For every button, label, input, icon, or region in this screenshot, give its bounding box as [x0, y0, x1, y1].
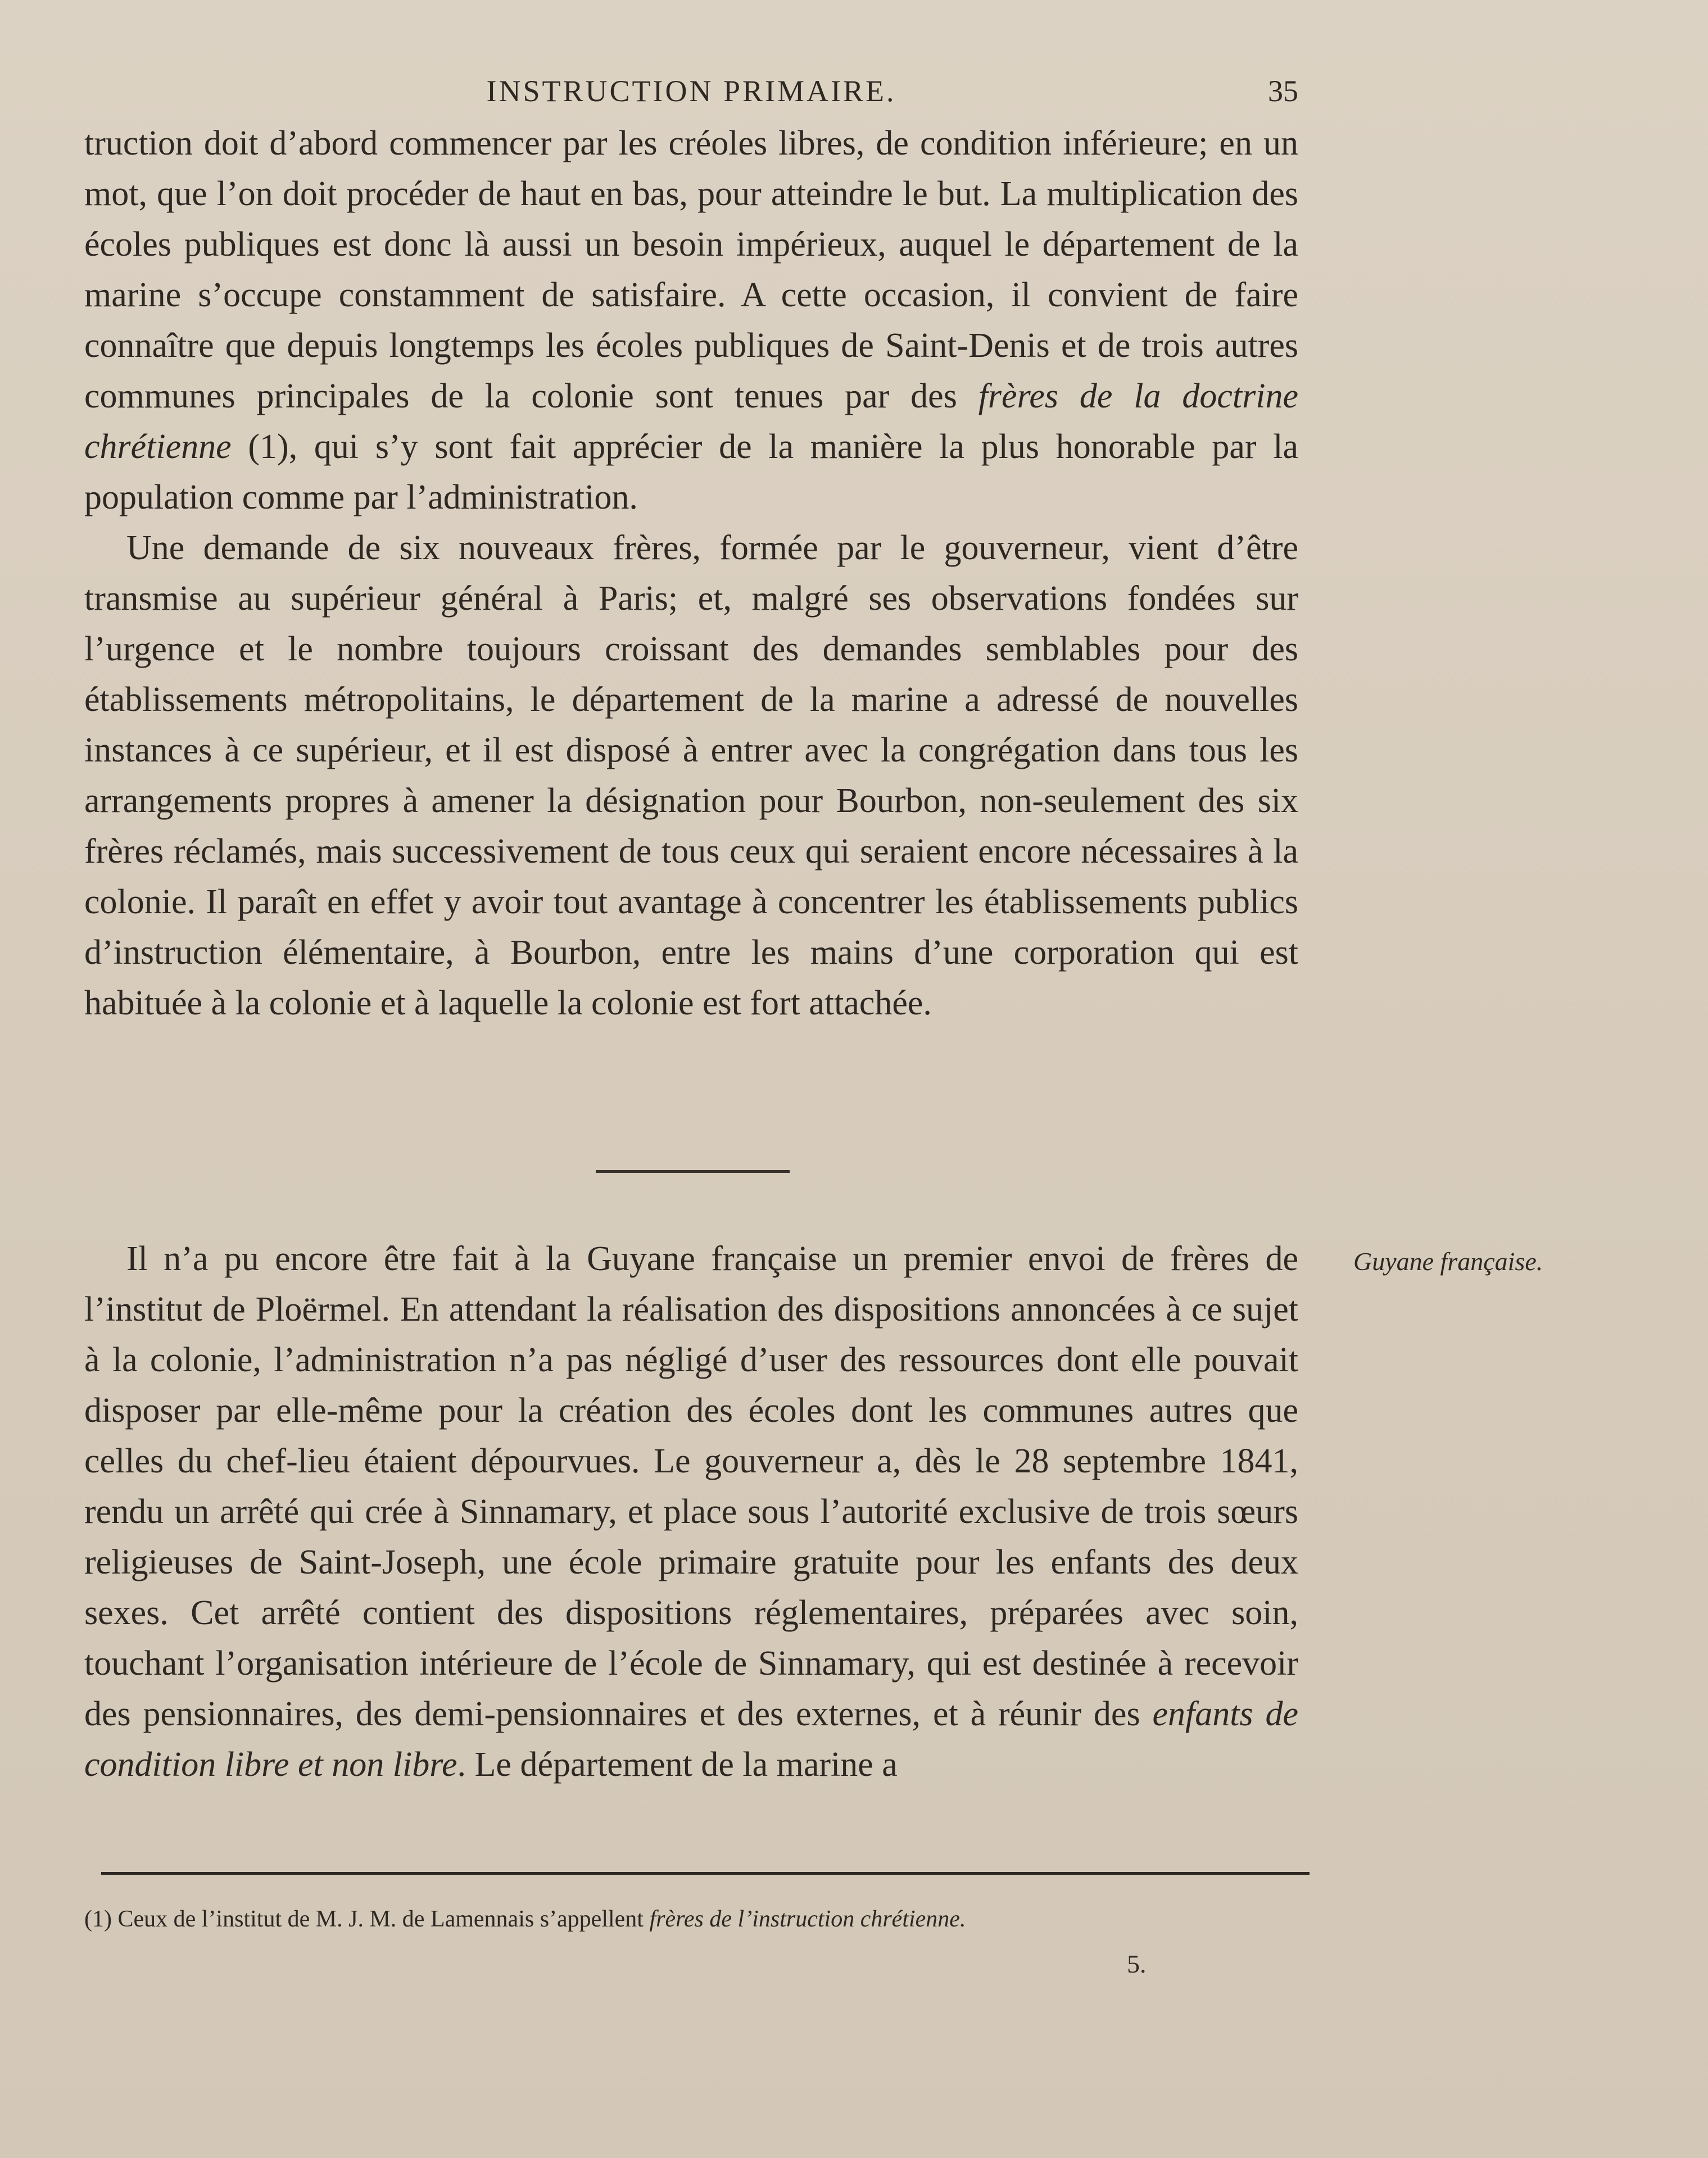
paragraph-1-text-b: , qui s’y sont fait apprécier de la manière la plus honorable par la population comme par l’administration.: [84, 428, 1298, 516]
page-header: [84, 70, 1298, 115]
paragraph-3-italic: enfants de condition libre et non libre: [84, 1695, 1299, 1784]
footnote-italic: frères de l’instruction chrétienne.: [649, 1906, 966, 1932]
page-number: 35: [1268, 74, 1298, 108]
margin-note: Guyane française.: [1353, 1247, 1543, 1276]
text-block-bottom: [84, 1234, 1298, 1790]
paragraph-3-text-a: Il n’a pu encore être fait à la Guyane française un premier envoi de frères de l’institut de Ploërmel. En attendant la réalisation des dispositions annoncées à ce sujet à la colonie, l’administration n’a pas négligé d’user des ressources dont elle pouvait disposer par elle-même pour la création des écoles dont les communes autres que celles du chef-lieu étaient dépourvues. Le gouverneur a, dès le 28 septembre 1841, rendu un arrêté qui crée à Sinnamary, et place sous l’autorité exclusive de trois sœurs religieuses de Saint-Joseph, une école primaire gratuite pour les enfants des deux sexes. Cet arrêté contient des dispositions réglementaires, préparées avec soin, touchant l’organisation intérieure de l’école de Sinnamary, qui est destinée à recevoir des pensionnaires, des demi-pensionnaires et des externes, et à réunir des: [84, 1240, 1298, 1733]
section-separator: [596, 1170, 790, 1173]
paragraph-3-text-b: . Le département de la marine a: [457, 1746, 898, 1784]
signature-mark: 5.: [1127, 1950, 1147, 1978]
footnote-marker: (1): [84, 1906, 112, 1932]
paragraph-1-text-a: truction doit d’abord commencer par les créoles libres, de condition inférieure; en un mot, que l’on doit procéder de haut en bas, pour atteindre le but. La multiplication des écoles publiques est donc là aussi un besoin impérieux, auquel le département de la marine s’occupe constamment de satisfaire. A cette occasion, il convient de faire connaître que depuis longtemps les écoles publiques de Saint-Denis et de trois autres communes principales de la colonie sont tenues par des: [84, 124, 1298, 415]
paragraph-2: Une demande de six nouveaux frères, formée par le gouverneur, vient d’être transmise au supérieur général à Paris; et, malgré ses observations fondées sur l’urgence et le nombre toujours croissant des demandes semblables pour des établissements métropolitains, le département de la marine a adressé de nouvelles instances à ce supérieur, et il est disposé à entrer avec la congrégation dans tous les arrangements propres à amener la désignation pour Bourbon, non-seulement des six frères réclamés, mais successivement de tous ceux qui seraient encore nécessaires à la colonie. Il paraît en effet y avoir tout avantage à concentrer les établissements publics d’instruction élémentaire, à Bourbon, entre les mains d’une corporation qui est habituée à la colonie et à laquelle la colonie est fort attachée.: [84, 529, 1298, 1022]
footnote-rule: [101, 1872, 1310, 1875]
paragraph-1-italic: frères de la doctrine chrétienne: [84, 377, 1298, 466]
paragraph-3: [84, 1234, 1298, 1790]
footnote-text: Ceux de l’institut de M. J. M. de Lamennais s’appellent: [117, 1906, 644, 1932]
paragraph-1: [84, 118, 1298, 523]
footnote-reference: (1): [248, 428, 289, 466]
text-block-top: [84, 118, 1298, 1028]
running-title: INSTRUCTION PRIMAIRE.: [486, 74, 896, 108]
footnote: [84, 1902, 1321, 1936]
